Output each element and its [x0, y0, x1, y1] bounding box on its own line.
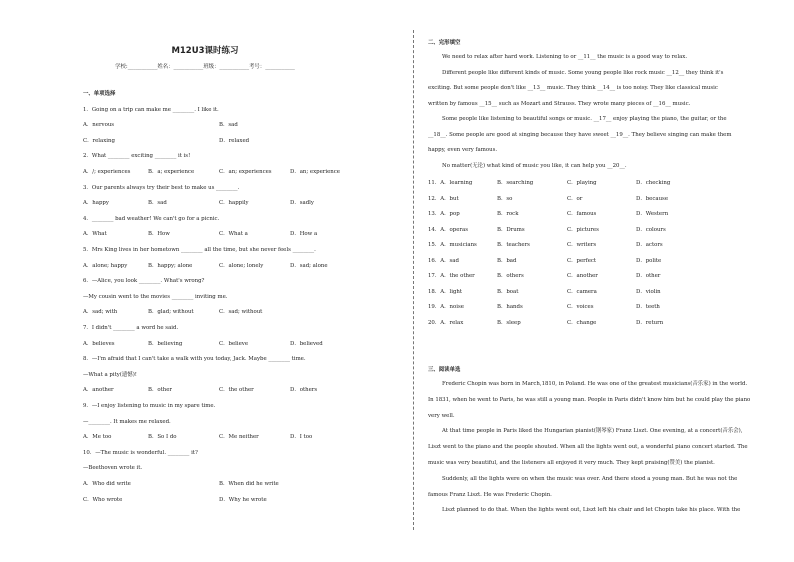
answer-option: C．believe: [219, 340, 249, 347]
answer-option: B．sad: [148, 200, 167, 207]
answer-option: B．happy; alone: [148, 262, 193, 269]
cloze-option: D．checking: [636, 180, 671, 186]
answer-option: B．How: [148, 231, 170, 238]
reading-passage-line: very well.: [428, 412, 455, 419]
question-stem: 4．________ bad weather! We can't go for a picnic.: [83, 215, 220, 222]
cloze-option: 18．A．light: [428, 288, 463, 295]
answer-option: A．sad; with: [83, 309, 118, 316]
cloze-option: 20．A．relax: [428, 319, 464, 326]
cloze-option: B．sleep: [497, 319, 521, 326]
cloze-passage-line: __18__. Some people are good at singing because they have sweet __19__. They believe singing can make them: [428, 131, 732, 138]
question-stem: 8．—I'm afraid that I can't take a walk with you today, Jack. Maybe ________ time.: [83, 356, 306, 363]
cloze-option: 17．A．the other: [428, 273, 475, 279]
cloze-option: B．Drums: [497, 226, 525, 233]
cloze-option: 14．A．operas: [428, 226, 468, 233]
answer-option: A．Me too: [83, 434, 112, 441]
answer-option: B．So I do: [148, 434, 177, 441]
answer-option: C．sad; without: [219, 309, 263, 316]
reading-passage-line: Frederic Chopin was born in March,1810, in Poland. He was one of the greatest musicians(音乐家) in the world.: [442, 381, 748, 387]
question-stem: —________. It makes me relaxed.: [83, 418, 171, 425]
answer-option: B．sad: [219, 122, 238, 129]
cloze-passage-line: happy, even very famous.: [428, 147, 498, 153]
student-info-line: 学校:___________姓名：___________班级：___________考号：___________: [115, 64, 295, 70]
question-stem: 5．Mrs King lives in her hometown ________ all the time, but she never feels ________.: [83, 247, 316, 253]
question-stem: 3．Our parents always try their best to make us ________.: [83, 184, 240, 191]
reading-passage-line: In 1831, when he went to Paris, he was still a young man. People in Paris didn't know him but he could play the piano: [428, 396, 751, 403]
cloze-option: C．famous: [567, 211, 597, 217]
question-stem: 9．—I enjoy listening to music in my spare time.: [83, 403, 216, 409]
page-title: M12U3课时练习: [171, 46, 239, 56]
cloze-passage-line: exciting. But some people don't like __13__ music. They think __14__ is too noisy. They like classical music: [428, 85, 718, 91]
answer-option: A．another: [83, 387, 114, 394]
cloze-passage-line: written by famous __15__ such as Mozart and Strauss. They wrote many pieces of __16__ music.: [428, 100, 691, 107]
cloze-option: D．because: [636, 195, 669, 202]
section-heading-cloze: 二、完形填空: [428, 40, 461, 46]
answer-option: B．When did he write: [219, 481, 279, 487]
answer-option: B．believing: [148, 340, 183, 347]
cloze-option: C．writers: [567, 242, 597, 248]
answer-option: A．alone; happy: [83, 262, 128, 269]
cloze-option: D．other: [636, 273, 661, 279]
cloze-option: B．others: [497, 273, 524, 279]
answer-option: B．other: [148, 387, 173, 394]
cloze-option: D．actors: [636, 242, 663, 248]
reading-passage-line: music was very beautiful, and the listeners all enjoyed it very much. They kept praising(赞美) the pianist.: [428, 460, 715, 466]
reading-passage-line: Suddenly, all the lights were on when the music was over. And there stood a young man. But he was not the: [442, 475, 738, 482]
cloze-option: D．colours: [636, 226, 666, 233]
cloze-option: D．teeth: [636, 304, 660, 310]
answer-option: C．the other: [219, 387, 254, 394]
answer-option: B．glad; without: [148, 309, 194, 316]
question-stem: 2．What ________ exciting ________ it is!: [83, 153, 191, 160]
cloze-option: B．rock: [497, 211, 519, 217]
cloze-option: D．Western: [636, 211, 669, 217]
cloze-option: B．teachers: [497, 242, 530, 248]
cloze-option: 16．A．sad: [428, 257, 459, 264]
answer-option: A．Who did write: [83, 481, 131, 487]
cloze-option: 19．A．noise: [428, 304, 464, 310]
answer-option: D．How a: [290, 231, 318, 238]
answer-option: C．relaxing: [83, 137, 115, 144]
question-stem: 6．—Alice, you look ________. What's wrong?: [83, 278, 205, 285]
answer-option: D．relaxed: [219, 137, 250, 144]
cloze-option: 13．A．pop: [428, 211, 460, 217]
cloze-option: D．polite: [636, 257, 662, 264]
answer-option: A．happy: [83, 200, 109, 207]
answer-option: D．others: [290, 387, 318, 394]
question-stem: 7．I didn't ________ a word he said.: [83, 325, 179, 331]
cloze-passage-line: We need to relax after hard work. Listening to or __11__ the music is a good way to relax.: [442, 54, 688, 60]
cloze-passage-line: No matter(无论) what kind of music you like, it can help you __20__.: [442, 162, 627, 169]
cloze-option: C．pictures: [567, 226, 599, 233]
reading-passage-line: At that time people in Paris liked the Hungarian pianist(钢琴家) Franz Liszt. One evening, at a concert(音乐会),: [442, 428, 743, 435]
cloze-option: C．camera: [567, 288, 597, 295]
cloze-passage-line: Different people like different kinds of music. Some young people like rock music __12__ they think it's: [442, 69, 724, 76]
answer-option: D．believed: [290, 340, 323, 347]
cloze-option: C．or: [567, 195, 583, 202]
reading-passage-line: Liszt planned to do that. When the lights went out, Liszt left his chair and let Chopin take his place. With the: [442, 507, 741, 514]
cloze-option: 11．A．learning: [428, 180, 473, 186]
answer-option: A．believes: [83, 340, 115, 347]
answer-option: C．alone; lonely: [219, 262, 264, 269]
answer-option: D．sad; alone: [290, 262, 328, 269]
cloze-option: B．searching: [497, 180, 534, 186]
cloze-option: C．change: [567, 319, 597, 326]
reading-passage-line: famous Franz Liszt. He was Frederic Chopin.: [428, 491, 552, 498]
answer-option: C．an; experiences: [219, 169, 272, 175]
question-stem: —My cousin went to the movies ________ inviting me.: [83, 293, 228, 300]
column-divider: [413, 30, 414, 530]
cloze-option: C．another: [567, 273, 598, 279]
answer-option: C．Me neither: [219, 434, 259, 441]
cloze-option: C．voices: [567, 304, 594, 310]
question-stem: 1．Going on a trip can make me ________. I like it.: [83, 106, 219, 113]
cloze-option: D．return: [636, 319, 664, 326]
cloze-option: B．bad: [497, 257, 517, 264]
reading-passage-line: Liszt went to the piano and the people shouted. When all the lights went out, a wonderful piano concert started. The: [428, 444, 748, 451]
answer-option: D．Why he wrote: [219, 496, 267, 503]
question-stem: —What a pity(遗憾)!: [83, 371, 137, 378]
cloze-option: B．so: [497, 195, 513, 202]
cloze-option: B．hands: [497, 304, 523, 310]
question-stem: 10．—The music is wonderful. ________ it?: [83, 449, 198, 456]
answer-option: D．an; experience: [290, 169, 340, 175]
cloze-option: C．perfect: [567, 257, 597, 264]
cloze-option: 12．A．but: [428, 195, 459, 202]
answer-option: A．/; experiences: [83, 169, 131, 175]
cloze-option: D．violin: [636, 288, 661, 295]
answer-option: C．happily: [219, 200, 249, 207]
question-stem: —Beethoven wrote it.: [83, 465, 143, 472]
cloze-passage-line: Some people like listening to beautiful songs or music. __17__ enjoy playing the piano, the guitar, or the: [442, 116, 727, 122]
cloze-option: B．boat: [497, 288, 519, 295]
section-heading-reading: 三、阅读单选: [428, 367, 461, 373]
section-heading-single-choice: 一、单项选择: [83, 91, 116, 97]
answer-option: A．What: [83, 231, 107, 238]
answer-option: C．What a: [219, 231, 248, 238]
cloze-option: C．playing: [567, 180, 597, 186]
cloze-option: 15．A．musicians: [428, 242, 477, 248]
answer-option: C．Who wrote: [83, 496, 123, 503]
answer-option: A．nervous: [83, 122, 115, 129]
answer-option: B．a; experience: [148, 169, 195, 175]
answer-option: D．I too: [290, 434, 313, 441]
answer-option: D．sadly: [290, 200, 314, 207]
